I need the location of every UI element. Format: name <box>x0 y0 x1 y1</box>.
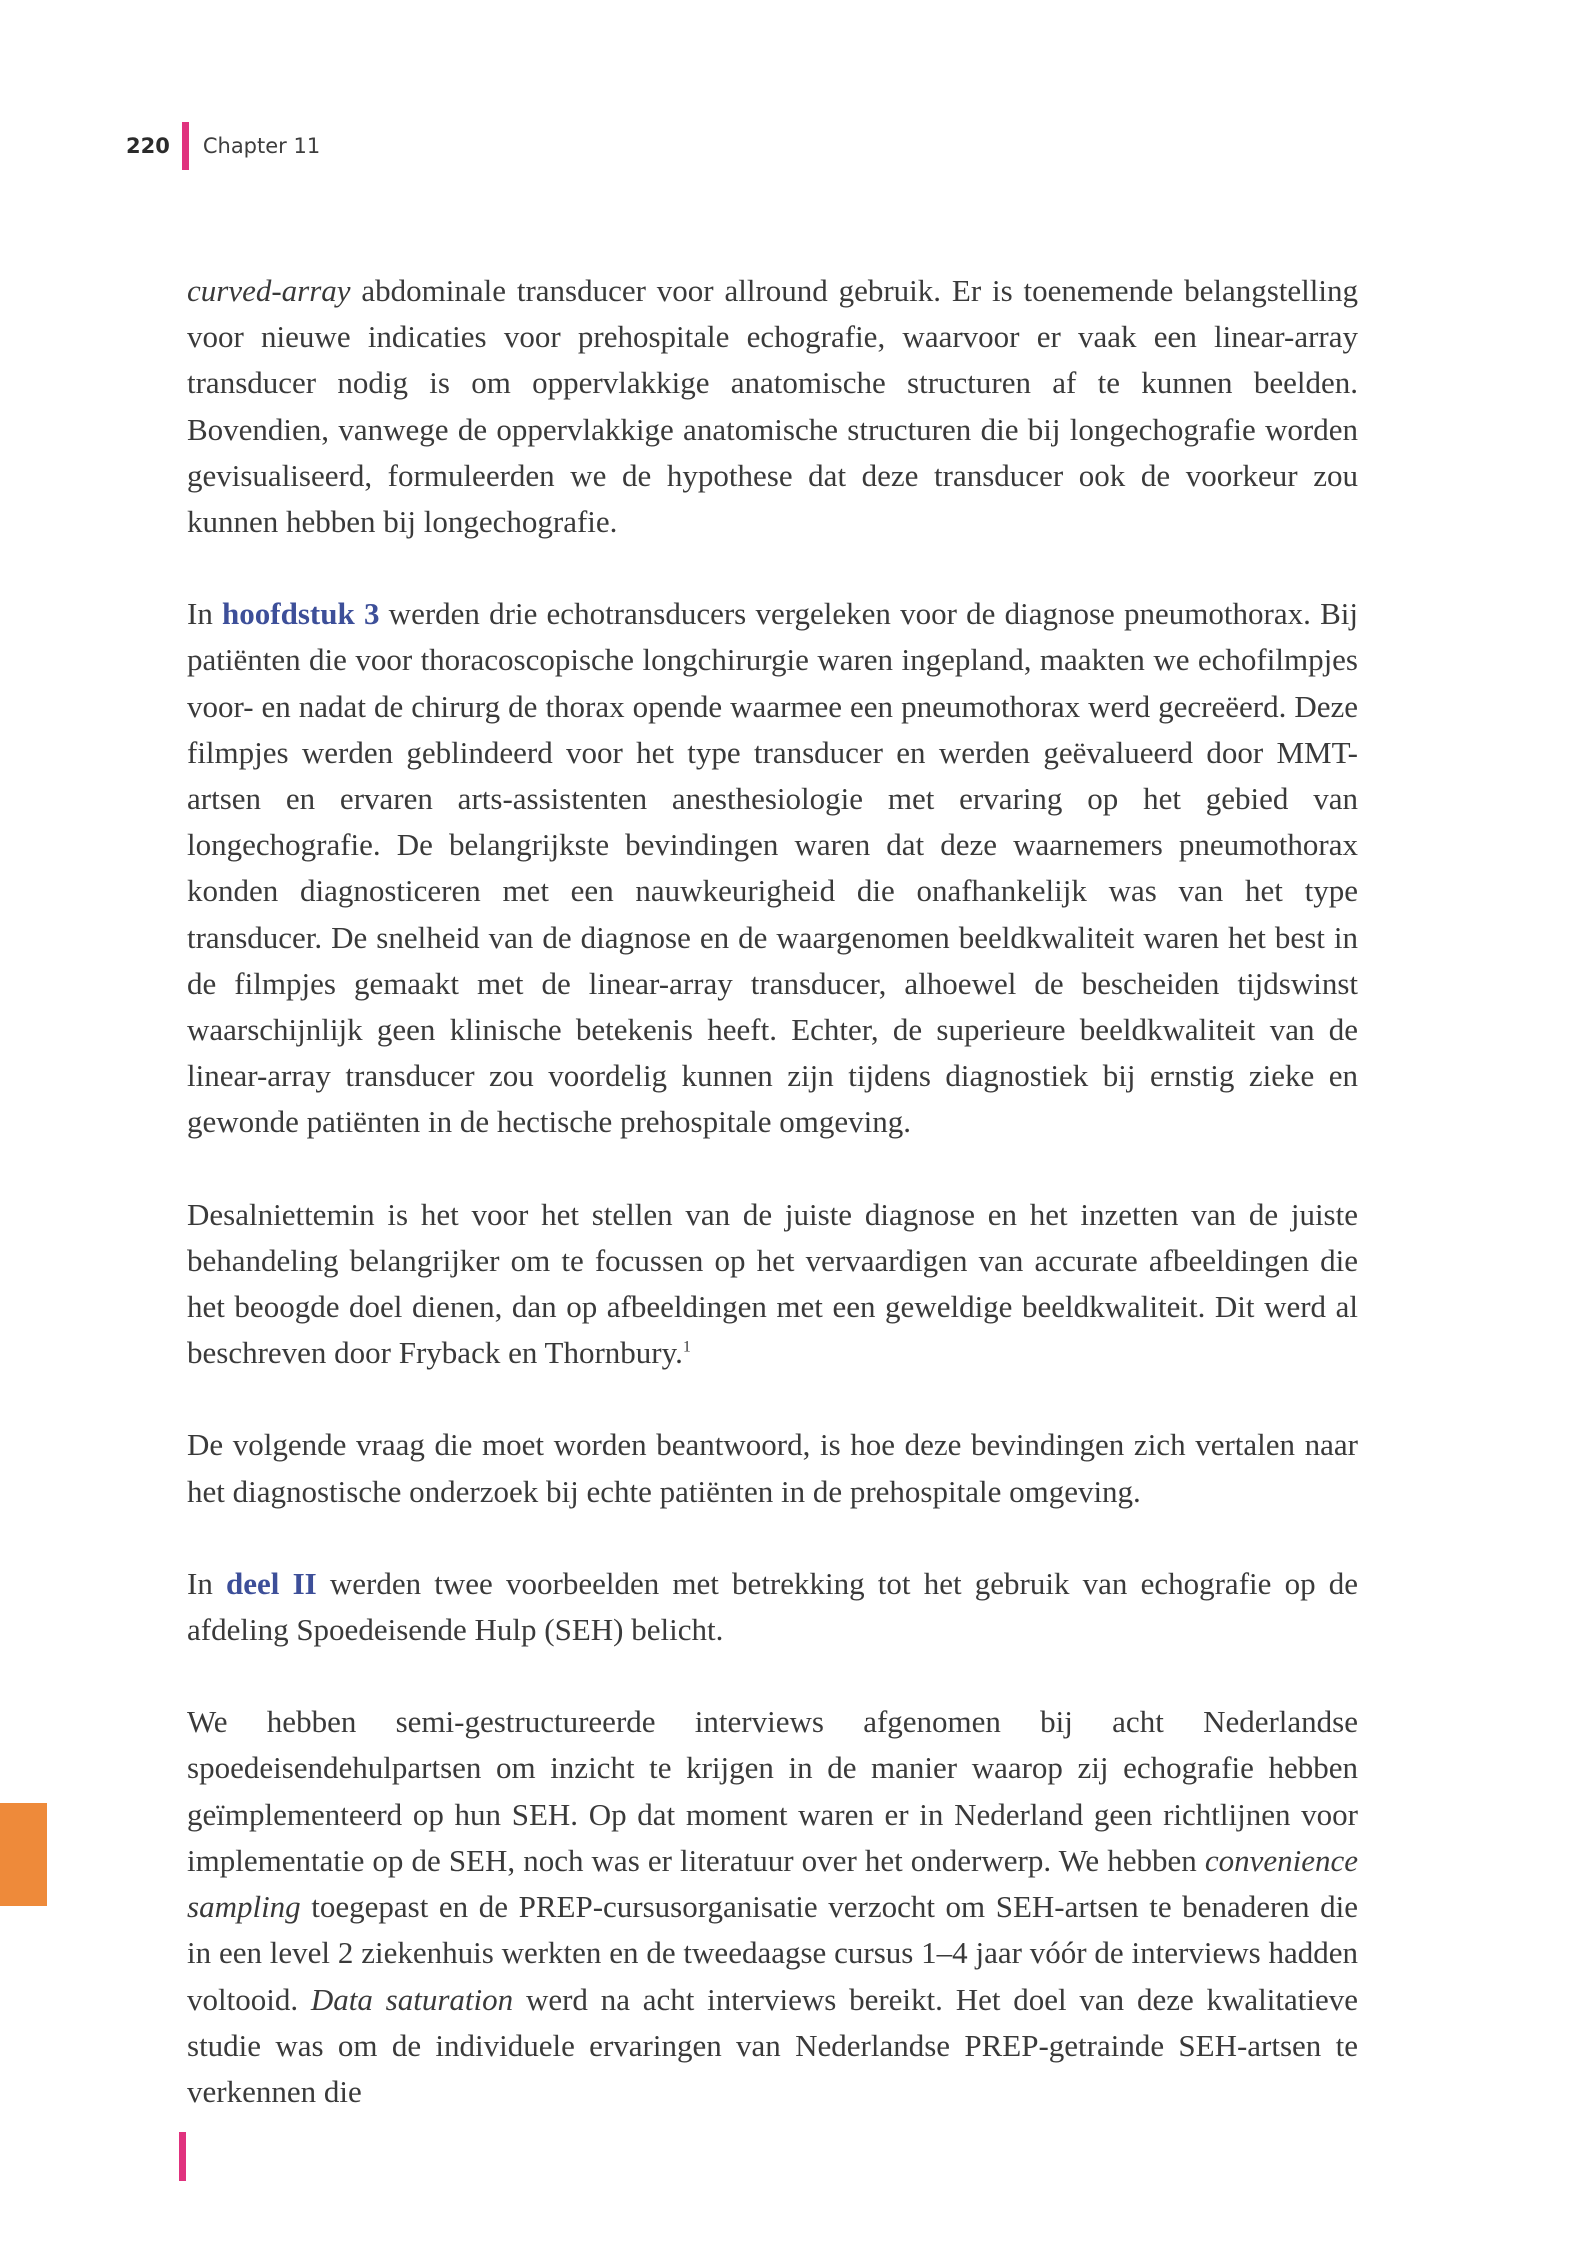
italic-term: convenience sampling <box>187 1842 1358 1925</box>
body-text <box>187 268 1358 2115</box>
paragraph-text: Desalniettemin is het voor het stellen van de juiste diagnose en het inzetten van de juiste behandeling belangrijker om te focussen op het vervaardigen van accurate afbeeldingen die het beoogde doel dienen, dan op afbeeldingen met een geweldige beeldkwaliteit. Dit werd al beschreven door Fryback en Thornbury. <box>187 1196 1358 1371</box>
chapter-label: Chapter 11 <box>202 134 321 158</box>
italic-term: curved-array <box>187 273 351 308</box>
paragraph-text: De volgende vraag die moet worden beantwoord, is hoe deze bevindingen zich vertalen naar het diagnostische onderzoek bij echte patiënten in de prehospitale omgeving. <box>187 1427 1358 1509</box>
paragraph-text: In <box>187 1565 227 1601</box>
paragraph-text: In <box>187 596 223 632</box>
footnote-reference[interactable]: 1 <box>682 1338 691 1356</box>
section-side-tab <box>0 1803 47 1906</box>
part-2-link[interactable]: deel II <box>226 1565 317 1601</box>
paragraph-text: werd na acht interviews bereikt. Het doel van deze kwalitatieve studie was om de individuele ervaringen van Nederlandse PREP-getrainde SEH-artsen te verkennen die <box>187 1981 1359 2109</box>
paragraph-text: abdominale transducer voor allround gebruik. Er is toenemende belangstelling voor nieuwe indicaties voor prehospitale echografie, waarvoor er vaak een linear-array transducer nodig is om oppervlakkige anatomische structuren af te kunnen beelden. Bovendien, vanwege de oppervlakkige anatomische structuren die bij longechografie worden gevisualiseerd, formuleerden we de hypothese dat deze transducer ook de voorkeur zou kunnen hebben bij longechografie. <box>187 273 1358 540</box>
header-accent-bar <box>182 122 189 170</box>
italic-term: Data saturation <box>310 1981 514 2017</box>
paragraph-4 <box>187 1422 1358 1514</box>
paragraph-text: We hebben semi-gestructureerde interviews afgenomen bij acht Nederlandse spoedeisendehulpartsen om inzicht te krijgen in de manier waarop zij echografie hebben geïmplementeerd op hun SEH. Op dat moment waren er in Nederland geen richtlijnen voor implementatie op de SEH, noch was er literatuur over het onderwerp. We hebben <box>187 1704 1358 1878</box>
paragraph-text: werden drie echotransducers vergeleken voor de diagnose pneumothorax. Bij patiënten die voor thoracoscopische longchirurgie waren ingepland, maakten we echofilmpjes voor- en nadat de chirurg de thorax opende waarmee een pneumothorax werd gecreëerd. Deze filmpjes werden geblindeerd voor het type transducer en werden geëvalueerd door MMT-artsen en ervaren arts-assistenten anesthesiologie met ervaring op het gebied van longechografie. De belangrijkste bevindingen waren dat deze waarnemers pneumothorax konden diagnosticeren met een nauwkeurigheid die onafhankelijk was van het type transducer. De snelheid van de diagnose en de waargenomen beeldkwaliteit waren het best in de filmpjes gemaakt met de linear-array transducer, alhoewel de bescheiden tijdswinst waarschijnlijk geen klinische betekenis heeft. Echter, de superieure beeldkwaliteit van de linear-array transducer zou voordelig kunnen zijn tijdens diagnostiek bij ernstig zieke en gewonde patiënten in de hectische prehospitale omgeving. <box>187 596 1358 1140</box>
page-number: 220 <box>126 134 170 158</box>
paragraph-2 <box>187 591 1358 1145</box>
paragraph-text: toegepast en de PREP-cursusorganisatie verzocht om SEH-artsen te benaderen die in een level 2 ziekenhuis werkten en de tweedaagse cursus 1–4 jaar vóór de interviews hadden voltooid. <box>187 1889 1358 2017</box>
paragraph-5 <box>187 1561 1358 1653</box>
paragraph-text: werden twee voorbeelden met betrekking tot het gebruik van echografie op de afdeling Spoedeisende Hulp (SEH) belicht. <box>187 1565 1359 1648</box>
chapter-3-link[interactable]: hoofdstuk 3 <box>222 596 380 632</box>
paragraph-1 <box>187 268 1358 545</box>
running-header <box>126 122 320 170</box>
paragraph-6 <box>187 1699 1358 2115</box>
footer-accent-bar <box>179 2132 186 2181</box>
paragraph-3 <box>187 1192 1358 1377</box>
